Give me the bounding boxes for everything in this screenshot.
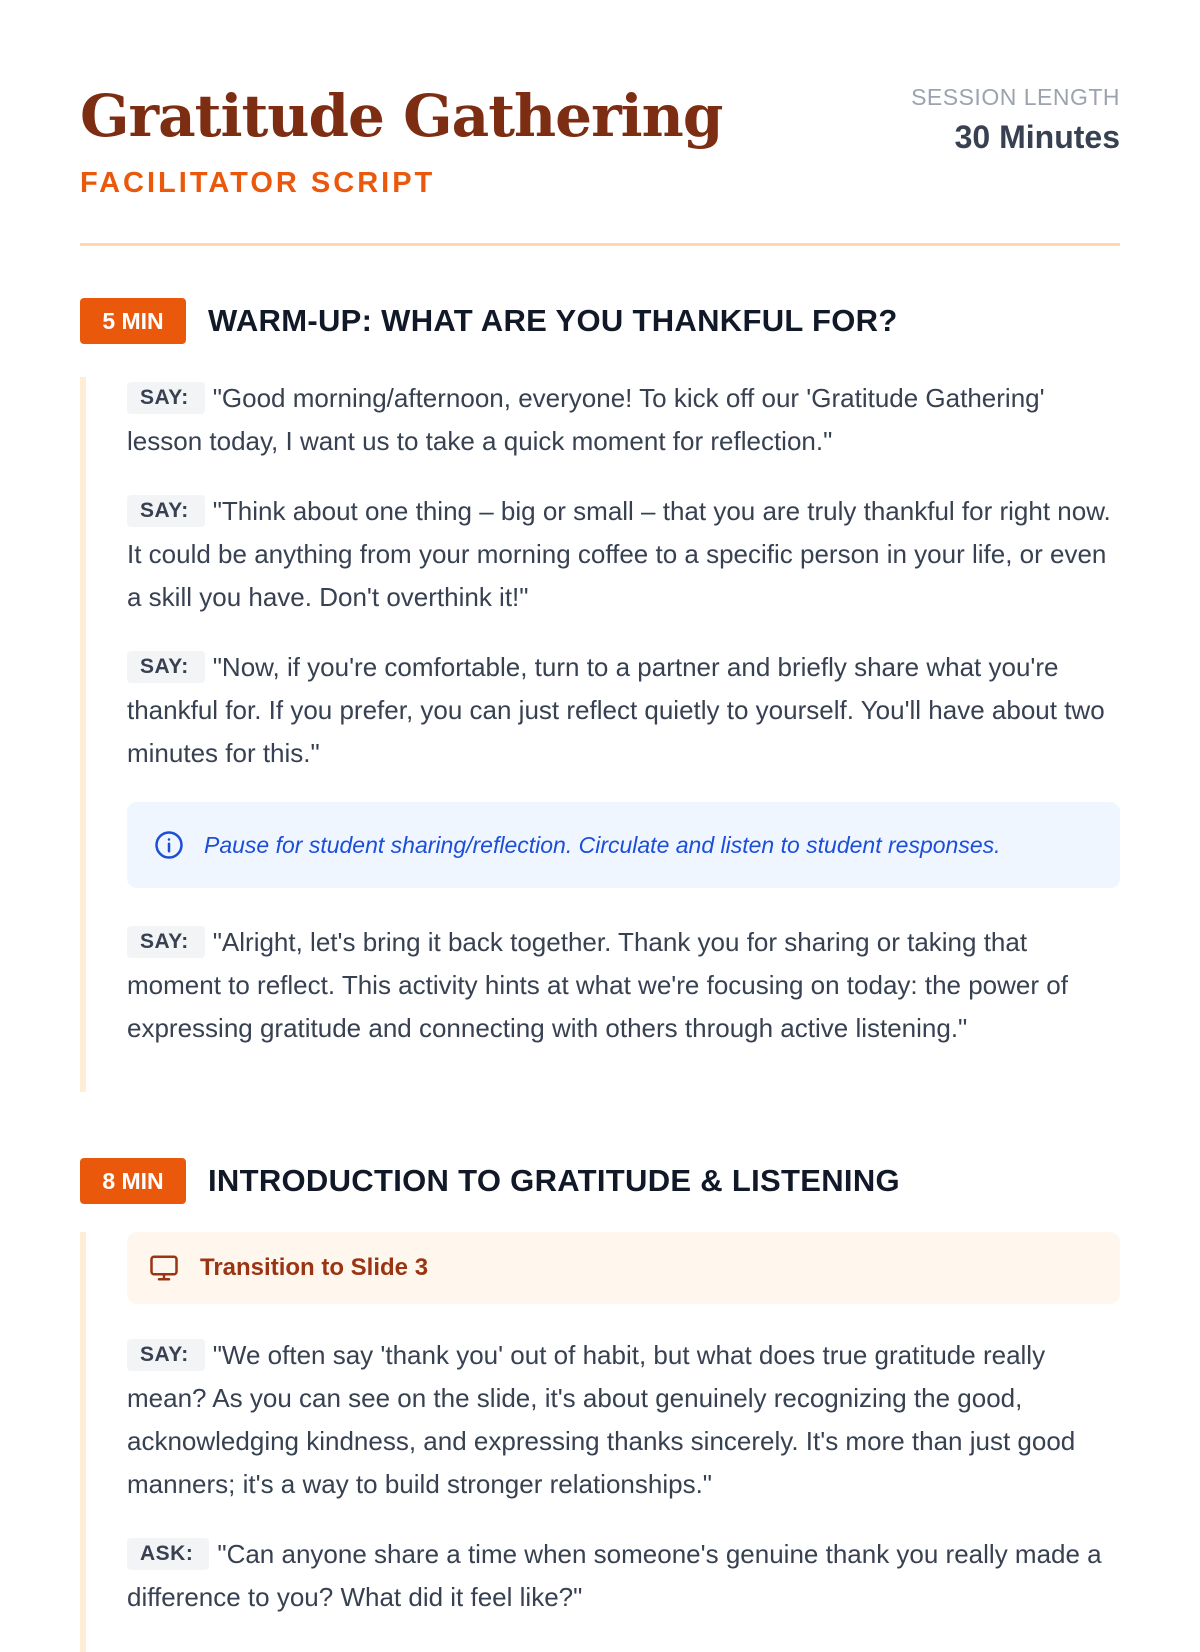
say-tag: SAY: <box>127 382 205 414</box>
session-length-label: SESSION LENGTH <box>911 84 1120 110</box>
script-line <box>127 1533 1120 1619</box>
time-badge: 5 MIN <box>80 298 186 344</box>
script-text: "Now, if you're comfortable, turn to a partner and briefly share what you're thankful for. If you prefer, you can just reflect quietly to yourself. You'll have about two minutes for this." <box>127 652 1105 768</box>
time-badge: 8 MIN <box>80 1158 186 1204</box>
script-text: "Can anyone share a time when someone's genuine thank you really made a difference to you? What did it feel like?" <box>127 1539 1102 1612</box>
say-tag: SAY: <box>127 926 205 958</box>
page-subtitle: FACILITATOR SCRIPT <box>80 167 436 199</box>
script-text: "Think about one thing – big or small – that you are truly thankful for right now. It could be anything from your morning coffee to a specific person in your life, or even a skill you have. Don't overthink it!" <box>127 496 1111 612</box>
script-text: "We often say 'thank you' out of habit, but what does true gratitude really mean? As you can see on the slide, it's about genuinely recognizing the good, acknowledging kindness, and expressing thanks sincerely. It's more than just good manners; it's a way to build stronger relationships." <box>127 1340 1076 1499</box>
section-warm-up-header <box>80 298 898 344</box>
script-line <box>127 646 1120 775</box>
say-tag: SAY: <box>127 495 205 527</box>
section-warm-up-body <box>80 377 1120 1092</box>
slide-transition-text: Transition to Slide 3 <box>200 1254 429 1281</box>
script-text: "Good morning/afternoon, everyone! To kick off our 'Gratitude Gathering' lesson today, I want us to take a quick moment for reflection." <box>127 383 1045 456</box>
section-introduction-body <box>80 1232 1120 1652</box>
say-tag: SAY: <box>127 1339 205 1371</box>
session-length <box>911 84 1120 156</box>
say-tag: SAY: <box>127 651 205 683</box>
facilitator-note <box>127 802 1120 888</box>
slide-transition <box>127 1232 1120 1304</box>
page-header <box>80 0 1120 246</box>
script-line <box>127 377 1120 463</box>
facilitator-note-text: Pause for student sharing/reflection. Circulate and listen to student responses. <box>204 831 1001 858</box>
info-icon <box>154 830 184 860</box>
section-title: WARM-UP: WHAT ARE YOU THANKFUL FOR? <box>208 303 898 338</box>
script-line <box>127 921 1120 1050</box>
script-line <box>127 1334 1120 1506</box>
section-introduction-header <box>80 1158 900 1204</box>
session-length-value: 30 Minutes <box>954 119 1120 155</box>
page-title: Gratitude Gathering <box>80 82 723 150</box>
section-title: INTRODUCTION TO GRATITUDE & LISTENING <box>208 1163 900 1198</box>
ask-tag: ASK: <box>127 1538 209 1570</box>
monitor-icon <box>148 1253 180 1283</box>
script-text: "Alright, let's bring it back together. Thank you for sharing or taking that moment to reflect. This activity hints at what we're focusing on today: the power of expressing gratitude and connecting with others through active listening." <box>127 927 1068 1043</box>
script-line <box>127 490 1120 619</box>
